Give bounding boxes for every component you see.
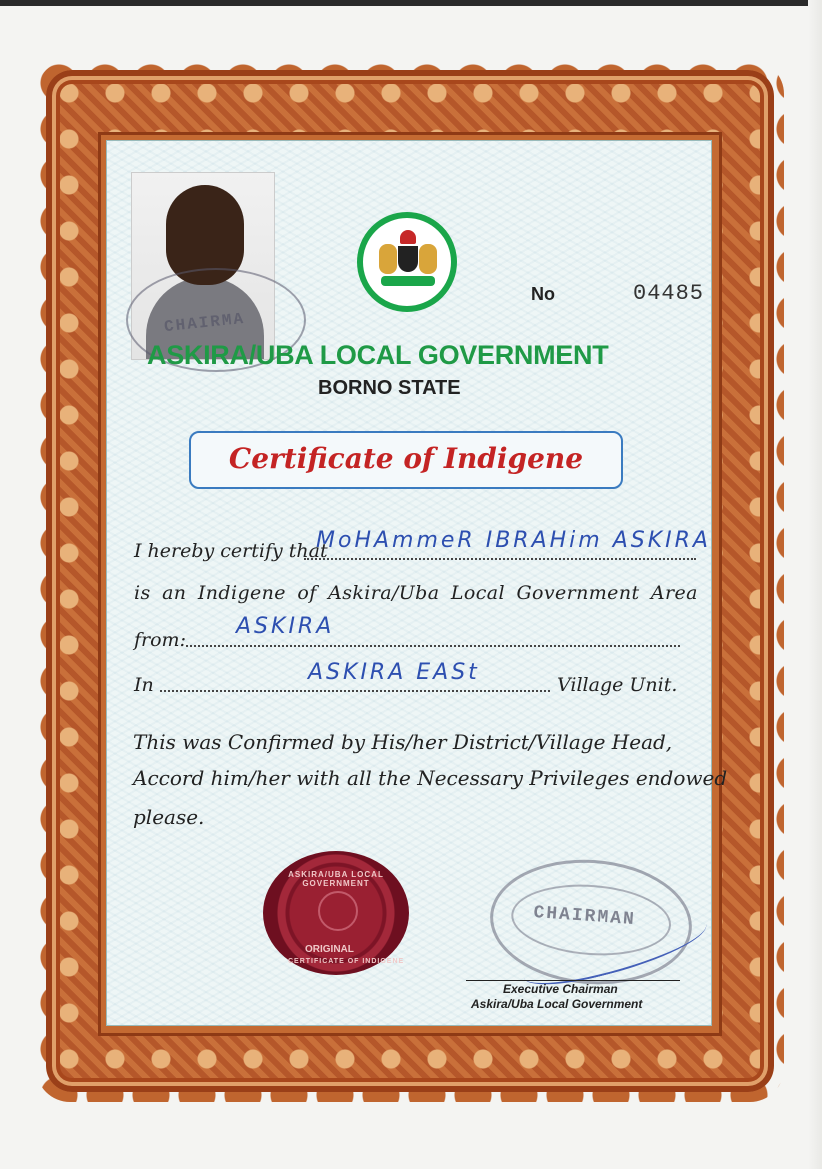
issuing-authority: ASKIRA/UBA LOCAL GOVERNMENT [147,340,609,370]
certificate-title: Certificate of Indigene [228,442,584,475]
from-prefix: from: [134,629,186,651]
certificate-number-label: No [531,284,555,304]
seal-emblem-icon [318,891,358,931]
from-dotted-line [186,645,680,647]
scan-right-edge [808,0,822,1169]
scan-top-edge [0,0,822,6]
village-unit-suffix: Village Unit. [557,674,678,696]
in-prefix: In [134,674,154,696]
seal-ring-text: ASKIRA/UBA LOCAL GOVERNMENT [288,870,384,888]
certify-prefix: I hereby certify that [134,540,328,562]
coat-of-arms-icon [357,212,457,312]
signatory-title: Executive Chairman [503,982,618,996]
state-name: BORNO STATE [318,377,461,399]
origin-town: ASKIRA [236,614,335,639]
signature-line [466,980,680,981]
village-dotted-line [160,690,550,692]
signatory-subtitle: Askira/Uba Local Government [471,997,643,1011]
photo-stamp-text: CHAIRMA [163,309,246,337]
confirmation-line-3: please. [133,805,205,829]
title-box [189,431,623,489]
chairman-stamp-text: CHAIRMAN [532,902,637,931]
seal-bottom-text: CERTIFICATE OF INDIGENE [288,958,405,965]
name-dotted-line [304,558,696,560]
holder-name: MoHAmmeR IBRAHim ASKIRA [316,528,711,553]
indigene-statement: is an Indigene of Askira/Uba Local Government Area [134,582,698,604]
village-unit: ASKIRA EASt [308,660,480,685]
seal-center-text: ORIGINAL [305,944,354,955]
certificate-number: 04485 [633,281,705,306]
confirmation-line-1: This was Confirmed by His/her District/Village Head, [133,730,673,754]
confirmation-line-2: Accord him/her with all the Necessary Privileges endowed [133,766,728,790]
